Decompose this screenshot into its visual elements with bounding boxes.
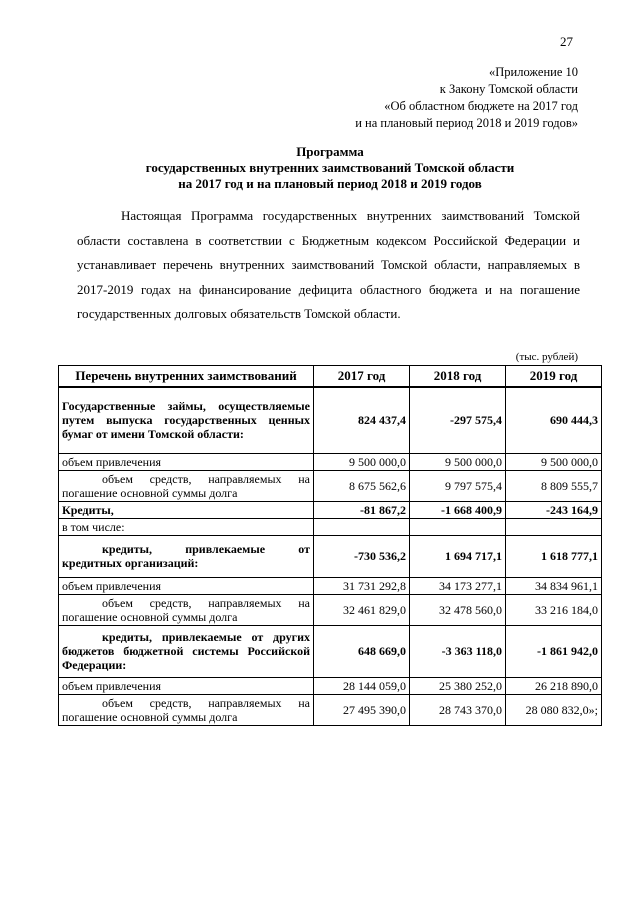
cell-2018: 32 478 560,0 [410,594,506,625]
cell-2018: 28 743 370,0 [410,694,506,725]
unit-note: (тыс. рублей) [515,351,578,363]
table-row [59,677,602,694]
intro-paragraph: Настоящая Программа государственных внутренних заимствований Томской области составлена в соответствии с Бюджетным кодексом Российской Федерации и устанавливает перечень внутренних заимствований Томской области, направляемых в 2017-2019 годах на финансирование дефицита областного бюджета и на погашение государственных долговых обязательств Томской области. [77,208,580,321]
column-header: Перечень внутренних заимствований [59,366,314,388]
cell-2019: 1 618 777,1 [506,535,602,577]
document-title [70,144,590,192]
cell-2019: 28 080 832,0»; [506,694,602,725]
cell-2018: 25 380 252,0 [410,677,506,694]
cell-2019: 690 444,3 [506,387,602,453]
table-row [59,694,602,725]
cell-2019: 33 216 184,0 [506,594,602,625]
appendix-line: «Об областном бюджете на 2017 год [384,99,578,113]
row-name: Государственные займы, осуществляемые путем выпуска государственных ценных бумаг от имени Томской области: [59,387,314,453]
row-name: кредиты, привлекаемые от кредитных организаций: [59,535,314,577]
table-row [59,518,602,535]
table-row [59,594,602,625]
cell-2017: 648 669,0 [314,625,410,677]
column-header: 2019 год [506,366,602,388]
cell-2018: 9 500 000,0 [410,453,506,470]
cell-2017: 32 461 829,0 [314,594,410,625]
cell-2017: 9 500 000,0 [314,453,410,470]
cell-2018: -3 363 118,0 [410,625,506,677]
cell-2018: 9 797 575,4 [410,470,506,501]
cell-2017: 27 495 390,0 [314,694,410,725]
cell-2019: 34 834 961,1 [506,577,602,594]
column-header: 2018 год [410,366,506,388]
cell-2018: 1 694 717,1 [410,535,506,577]
row-name: объем привлечения [59,577,314,594]
table-row [59,501,602,518]
borrowings-table [58,365,602,726]
row-name: объем средств, направляемых на погашение основной суммы долга [59,694,314,725]
cell-2017: 28 144 059,0 [314,677,410,694]
table-row [59,535,602,577]
table-row [59,577,602,594]
title-line: государственных внутренних заимствований Томской области [145,160,515,175]
title-line: на 2017 год и на плановый период 2018 и 2019 годов [178,176,482,191]
cell-2018: -1 668 400,9 [410,501,506,518]
row-name: объем привлечения [59,453,314,470]
row-name: объем привлечения [59,677,314,694]
cell-2019: 8 809 555,7 [506,470,602,501]
row-name: объем средств, направляемых на погашение основной суммы долга [59,470,314,501]
table-row [59,387,602,453]
appendix-heading [355,64,578,132]
appendix-line: «Приложение 10 [489,65,578,79]
page-number: 27 [560,34,573,49]
cell-2019: -243 164,9 [506,501,602,518]
table-row [59,470,602,501]
table-header-row [59,366,602,388]
cell-2018 [410,518,506,535]
table-row [59,625,602,677]
cell-2019: 26 218 890,0 [506,677,602,694]
cell-2017: 824 437,4 [314,387,410,453]
cell-2017: 31 731 292,8 [314,577,410,594]
row-name: кредиты, привлекаемые от других бюджетов бюджетной системы Российской Федерации: [59,625,314,677]
appendix-line: к Закону Томской области [439,82,578,96]
cell-2019: -1 861 942,0 [506,625,602,677]
cell-2017: -81 867,2 [314,501,410,518]
cell-2018: -297 575,4 [410,387,506,453]
row-name: в том числе: [59,518,314,535]
cell-2017: 8 675 562,6 [314,470,410,501]
row-name: Кредиты, [59,501,314,518]
appendix-line: и на плановый период 2018 и 2019 годов» [355,116,578,130]
cell-2019 [506,518,602,535]
title-line: Программа [296,144,364,159]
cell-2019: 9 500 000,0 [506,453,602,470]
table-row [59,453,602,470]
column-header: 2017 год [314,366,410,388]
cell-2018: 34 173 277,1 [410,577,506,594]
cell-2017: -730 536,2 [314,535,410,577]
row-name: объем средств, направляемых на погашение основной суммы долга [59,594,314,625]
cell-2017 [314,518,410,535]
